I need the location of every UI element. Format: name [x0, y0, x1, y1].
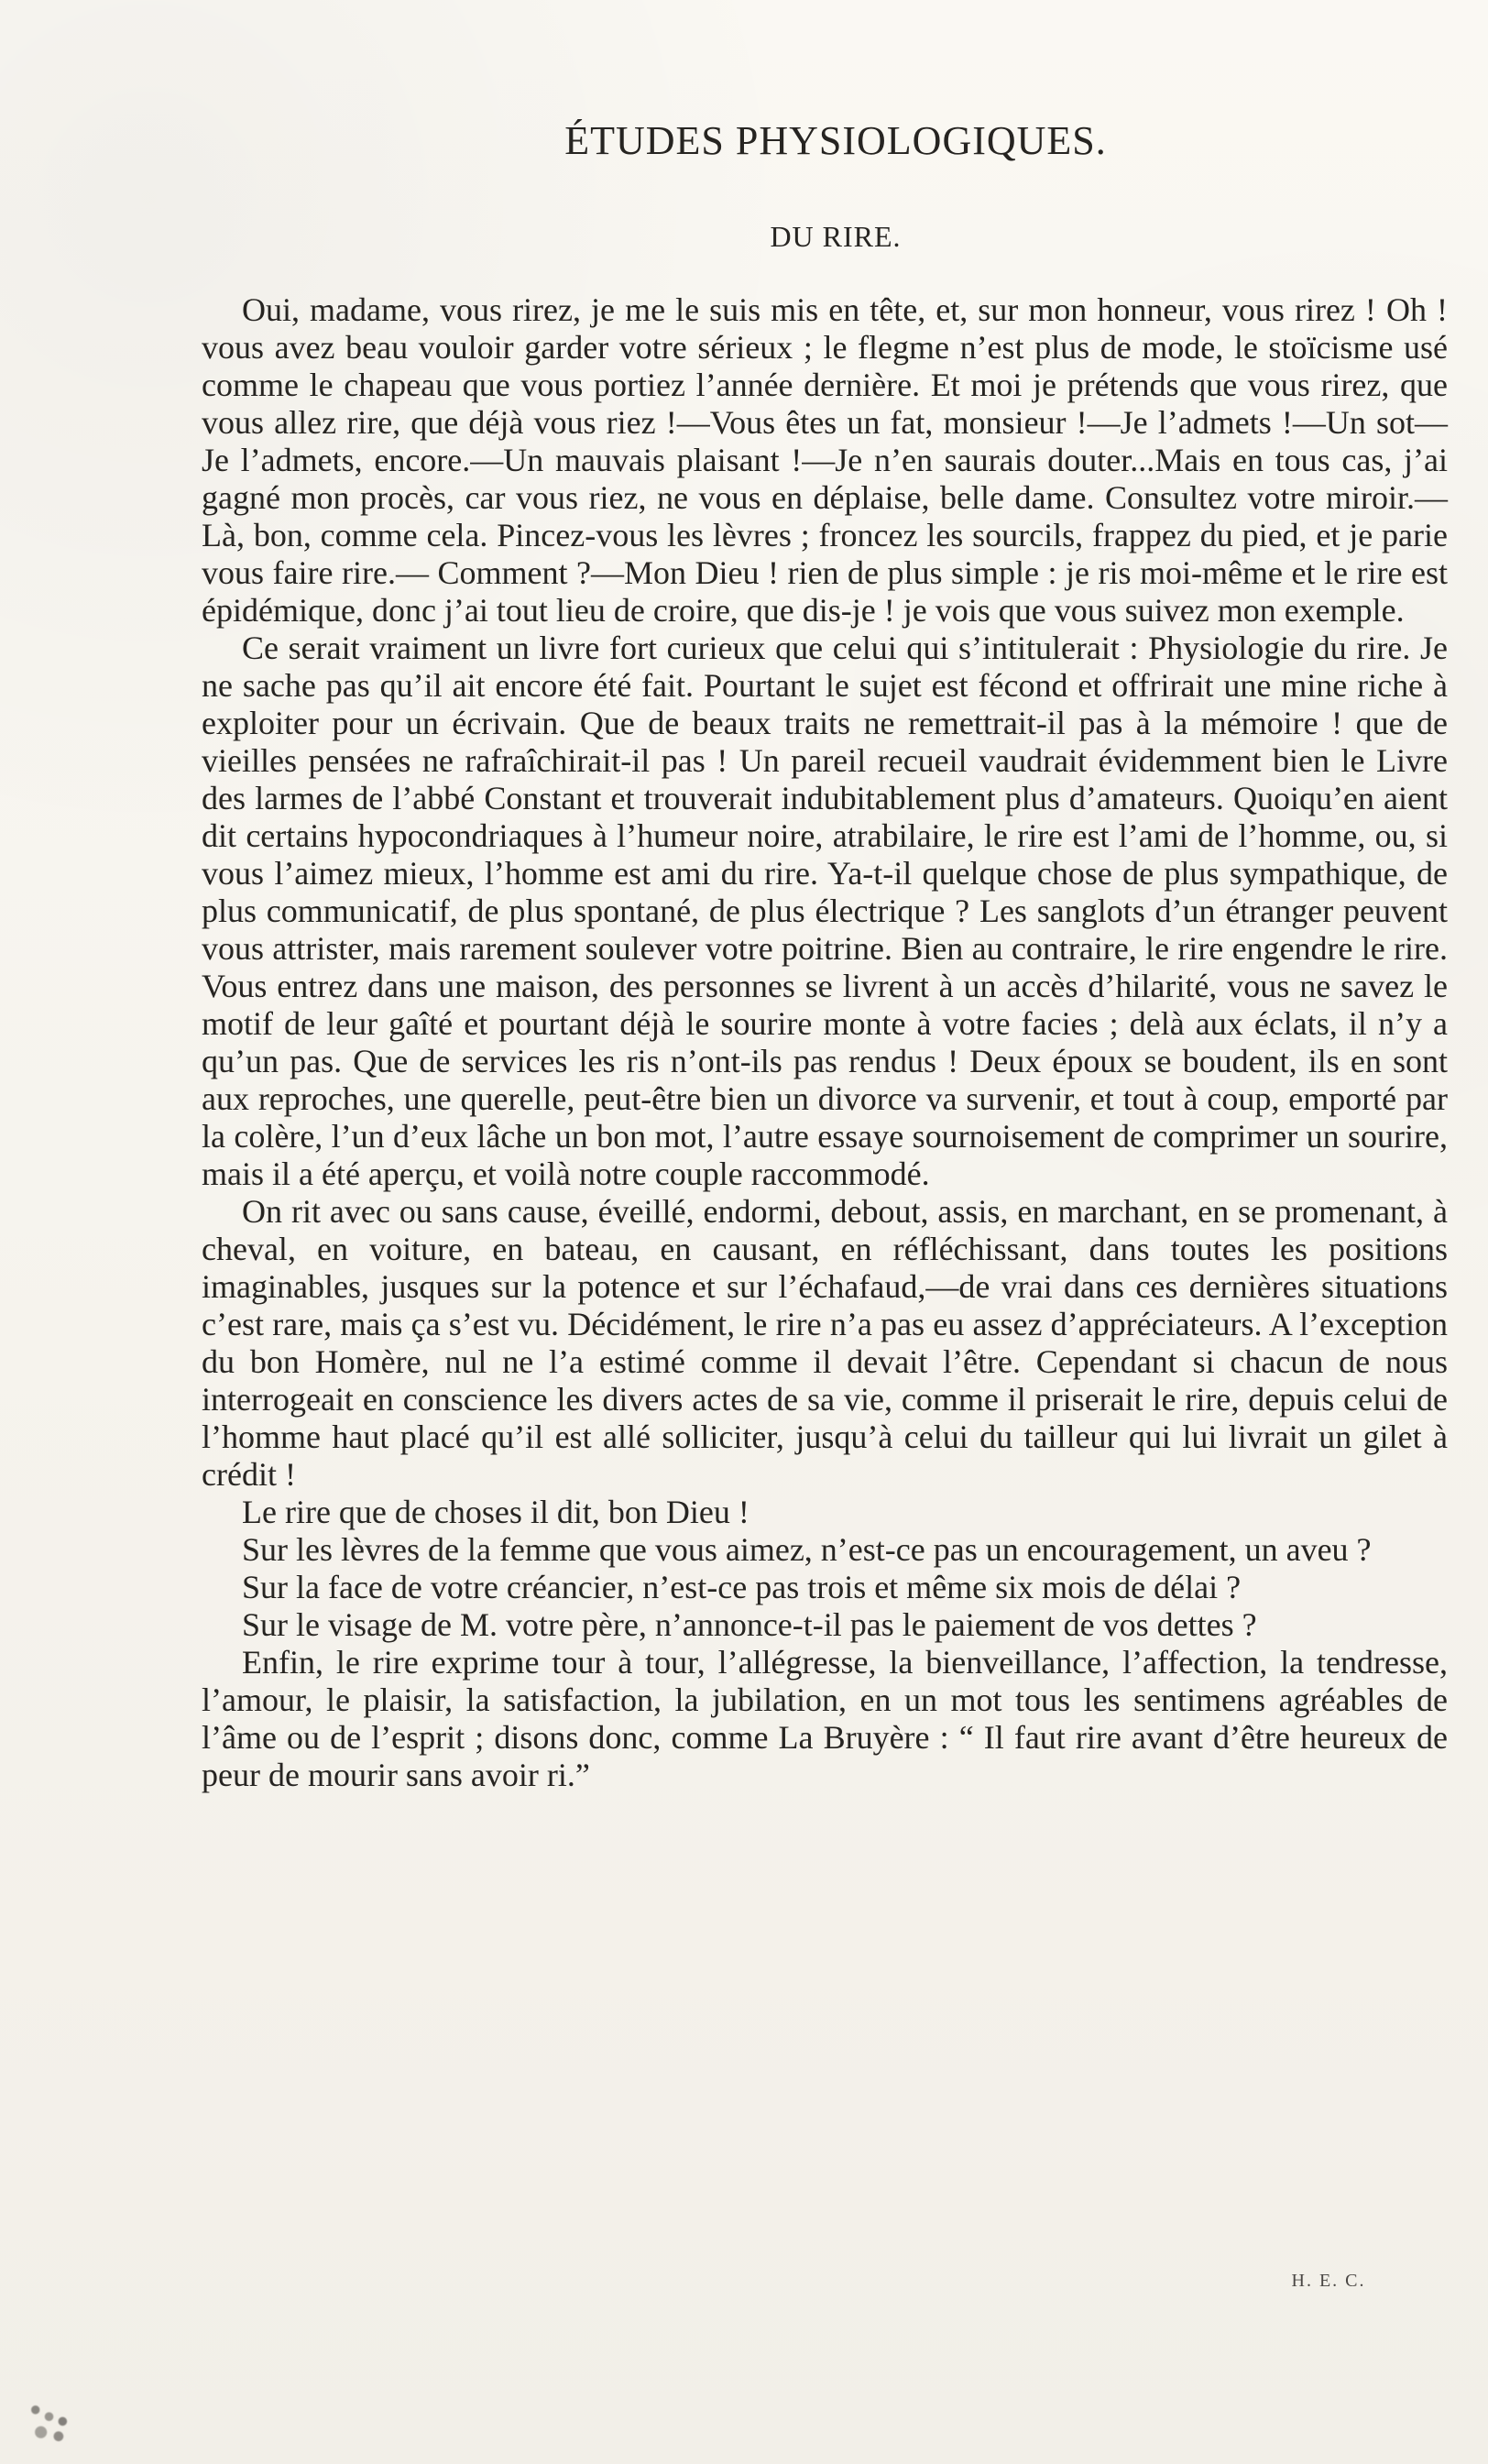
- paragraph-5: Sur les lèvres de la femme que vous aimez, n’est-ce pas un encouragement, un aveu ?: [242, 1531, 1372, 1568]
- paragraph-7: Sur le visage de M. votre père, n’annonce-t-il pas le paiement de vos dettes ?: [242, 1606, 1257, 1643]
- page-title: ÉTUDES PHYSIOLOGIQUES.: [564, 118, 1107, 163]
- paragraph-2: Ce serait vraiment un livre fort curieux que celui qui s’intitulerait : Physiologie du rire. Je ne sache pas qu’il ait encore été fait. Pourtant le sujet est fécond et offrirait une mine riche à exploiter pour un écrivain. Que de beaux traits ne remettrait-il pas à la mémoire ! que de vieilles pensées ne rafraîchirait-il pas ! Un pareil recueil vaudrait évidemment bien le Livre des larmes de l’abbé Constant et trouverait indubitablement plus d’amateurs. Quoiqu’en aient dit certains hypocondriaques à l’humeur noire, atrabilaire, le rire est l’ami de l’homme, ou, si vous l’aimez mieux, l’homme est ami du rire. Ya-t-il quelque chose de plus sympathique, de plus communicatif, de plus spontané, de plus électrique ? Les sanglots d’un étranger peuvent vous attrister, mais rarement soulever votre poitrine. Bien au contraire, le rire engendre le rire. Vous entrez dans une maison, des personnes se livrent à un accès d’hilarité, vous ne savez le motif de leur gaîté et pourtant déjà le sourire monte à votre facies ; delà aux éclats, il n’y a qu’un pas. Que de services les ris n’ont-ils pas rendus ! Deux époux se boudent, ils en sont aux reproches, une querelle, peut-être bien un divorce va survenir, et tout à coup, emporté par la colère, l’un d’eux lâche un bon mot, l’autre essaye sournoisement de comprimer un sourire, mais il a été aperçu, et voilà notre couple raccommodé.: [202, 630, 1448, 1192]
- paragraph-1: Oui, madame, vous rirez, je me le suis mis en tête, et, sur mon honneur, vous rirez ! Oh ! vous avez beau vouloir garder votre sérieux ; le flegme n’est plus de mode, le stoïcisme usé comme le chapeau que vous portiez l’année dernière. Et moi je prétends que vous rirez, que vous allez rire, que déjà vous riez !—Vous êtes un fat, monsieur !—Je l’admets !—Un sot— Je l’admets, encore.—Un mauvais plaisant !—Je n’en saurais douter...Mais en tous cas, j’ai gagné mon procès, car vous riez, ne vous en déplaise, belle dame. Consultez votre miroir.—Là, bon, comme cela. Pincez-vous les lèvres ; froncez les sourcils, frappez du pied, et je parie vous faire rire.— Comment ?—Mon Dieu ! rien de plus simple : je ris moi-même et le rire est épidémique, donc j’ai tout lieu de croire, que dis-je ! je vois que vous suivez mon exemple.: [202, 291, 1448, 629]
- author-signature: H. E. C.: [1291, 2271, 1366, 2291]
- section-title: DU RIRE.: [770, 220, 902, 253]
- paragraph-8: Enfin, le rire exprime tour à tour, l’allégresse, la bienveillance, l’affection, la tendresse, l’amour, le plaisir, la satisfaction, la jubilation, en un mot tous les sentimens agréables de l’âme ou de l’esprit ; disons donc, comme La Bruyère : “ Il faut rire avant d’être heureux de peur de mourir sans avoir ri.”: [202, 1644, 1448, 1793]
- article-body: [202, 291, 1448, 1794]
- paragraph-6: Sur la face de votre créancier, n’est-ce pas trois et même six mois de délai ?: [242, 1569, 1242, 1605]
- corner-smudge: [16, 2386, 84, 2454]
- paragraph-4: Le rire que de choses il dit, bon Dieu !: [242, 1494, 749, 1530]
- paragraph-3: On rit avec ou sans cause, éveillé, endormi, debout, assis, en marchant, en se promenant, à cheval, en voiture, en bateau, en causant, en réfléchissant, dans toutes les positions imaginables, jusques sur la potence et sur l’échafaud,—de vrai dans ces dernières situations c’est rare, mais ça s’est vu. Décidément, le rire n’a pas eu assez d’appréciateurs. A l’exception du bon Homère, nul ne l’a estimé comme il devait l’être. Cependant si chacun de nous interrogeait en conscience les divers actes de sa vie, comme il priserait le rire, depuis celui de l’homme haut placé qu’il est allé solliciter, jusqu’à celui du tailleur qui lui livrait un gilet à crédit !: [202, 1193, 1448, 1493]
